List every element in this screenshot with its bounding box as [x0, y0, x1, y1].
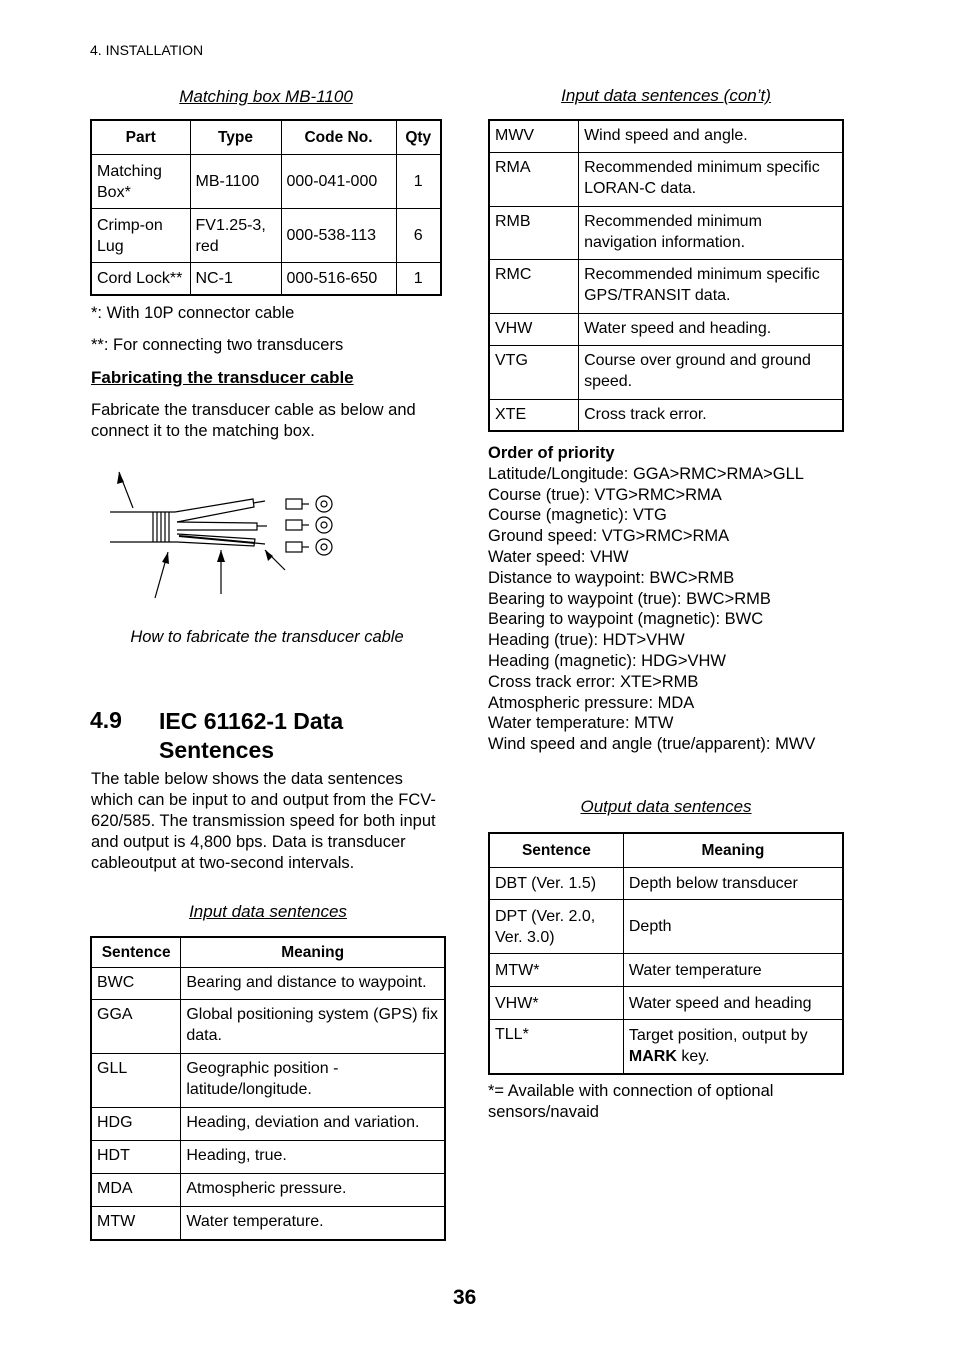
table-row — [489, 259, 843, 313]
table-cell: GGA — [91, 1000, 181, 1054]
section-number: 4.9 — [90, 707, 122, 733]
fabricating-heading: Fabricating the transducer cable — [91, 368, 354, 387]
table-cell: 000-041-000 — [281, 155, 396, 209]
table-cell: VHW* — [489, 987, 623, 1020]
priority-line: Wind speed and angle (true/apparent): MWV — [488, 735, 816, 754]
table-cell: Water speed and heading — [623, 987, 843, 1020]
column-header: Part — [91, 120, 190, 155]
table-cell: Water temperature — [623, 954, 843, 987]
table-cell: HDG — [91, 1108, 181, 1141]
input-table-caption: Input data sentences — [189, 902, 347, 921]
column-header: Code No. — [281, 120, 396, 155]
priority-line: Course (magnetic): VTG — [488, 506, 667, 525]
table-row — [489, 868, 843, 900]
table-row — [91, 1108, 445, 1141]
section-title — [159, 707, 343, 765]
table-row — [489, 987, 843, 1020]
table-cell: RMC — [489, 259, 579, 313]
priority-line: Heading (magnetic): HDG>VHW — [488, 651, 726, 670]
priority-line: Bearing to waypoint (true): BWC>RMB — [488, 589, 771, 608]
column-header: Type — [190, 120, 281, 155]
table-cell: 000-538-113 — [281, 209, 396, 263]
table-cell: MTW* — [489, 954, 623, 987]
table-cell: Global positioning system (GPS) fix data. — [181, 1000, 445, 1054]
priority-line: Latitude/Longitude: GGA>RMC>RMA>GLL — [488, 464, 804, 483]
table-cell: Water temperature. — [181, 1207, 445, 1240]
table-cell: Atmospheric pressure. — [181, 1174, 445, 1207]
section-title-line-1: IEC 61162-1 Data — [159, 708, 344, 734]
core-wire-1 — [175, 499, 254, 522]
table-row — [489, 206, 843, 259]
priority-line: Bearing to waypoint (magnetic): BWC — [488, 610, 764, 629]
crimp-lug — [286, 499, 302, 509]
core-wire-2 — [177, 522, 257, 530]
table-header-row — [489, 833, 843, 868]
table-row — [91, 263, 441, 295]
table-cell: MB-1100 — [190, 155, 281, 209]
table-cell: NC-1 — [190, 263, 281, 295]
fabricating-text: Fabricate the transducer cable as below and connect it to the matching box. — [91, 401, 416, 440]
priority-block — [488, 443, 815, 755]
column-header: Meaning — [623, 833, 843, 868]
column-header: Sentence — [489, 833, 623, 868]
table-cell: Recommended minimum specific GPS/TRANSIT data. — [579, 259, 843, 313]
table-cell: BWC — [91, 968, 181, 1000]
table-row — [91, 1207, 445, 1240]
table-cell: Geographic position - latitude/longitude. — [181, 1054, 445, 1108]
table-row — [489, 399, 843, 431]
figure-caption: How to fabricate the transducer cable — [130, 628, 404, 646]
table-cell: 1 — [396, 155, 441, 209]
table-cell: Depth below transducer — [623, 868, 843, 900]
priority-line: Ground speed: VTG>RMC>RMA — [488, 527, 730, 546]
priority-heading: Order of priority — [488, 444, 615, 462]
table-cell: XTE — [489, 399, 579, 431]
input-data-table-continued — [488, 119, 844, 432]
table-cell: DBT (Ver. 1.5) — [489, 868, 623, 900]
priority-line: Course (true): VTG>RMC>RMA — [488, 485, 722, 504]
table-cell: GLL — [91, 1054, 181, 1108]
page-number: 36 — [453, 1286, 477, 1309]
table-row — [489, 152, 843, 206]
table-cell: Wind speed and angle. — [579, 120, 843, 152]
table-row — [489, 1020, 843, 1074]
table-cell: Recommended minimum specific LORAN-C data. — [579, 152, 843, 206]
table-row — [91, 1000, 445, 1054]
column-header: Meaning — [181, 937, 445, 968]
output-table-note: *= Available with connection of optional sensors/navaid — [488, 1082, 774, 1121]
running-head: 4. INSTALLATION — [90, 42, 204, 58]
table-row — [489, 900, 843, 954]
mark-key-label: MARK — [628, 1048, 677, 1066]
table-cell: Recommended minimum navigation information. — [579, 206, 843, 259]
table-row — [489, 313, 843, 345]
table-cell — [623, 1020, 843, 1074]
table-cell: Water speed and heading. — [579, 313, 843, 345]
table-cell: TLL* — [489, 1020, 623, 1074]
section-text: The table below shows the data sentences which can be input to and output from the FCV-620/585. The transmission speed for both input and output is 4,800 bps. Data is transducer cableoutput at two-second intervals. — [91, 770, 436, 872]
priority-line: Water temperature: MTW — [488, 714, 674, 733]
matching-box-table — [90, 119, 442, 296]
column-header: Qty — [396, 120, 441, 155]
table-header-row — [91, 120, 441, 155]
table-header-row — [91, 937, 445, 968]
transducer-cable-diagram — [105, 466, 345, 606]
tll-meaning-pre: Target position, output by — [628, 1027, 808, 1045]
output-table-caption: Output data sentences — [580, 797, 752, 816]
table-row — [91, 1174, 445, 1207]
matching-box-note-1: *: With 10P connector cable — [91, 304, 295, 322]
crimp-lug — [286, 542, 302, 552]
priority-line: Atmospheric pressure: MDA — [488, 693, 695, 712]
matching-box-caption: Matching box MB-1100 — [179, 87, 353, 106]
table-cell: Crimp-on Lug — [91, 209, 190, 263]
table-cell: Matching Box* — [91, 155, 190, 209]
table-row — [489, 345, 843, 399]
column-header: Sentence — [91, 937, 181, 968]
table-cell: RMA — [489, 152, 579, 206]
table-cell: 6 — [396, 209, 441, 263]
table-cell: VTG — [489, 345, 579, 399]
priority-line: Water speed: VHW — [488, 547, 629, 566]
priority-line: Distance to waypoint: BWC>RMB — [488, 568, 735, 587]
input-data-table — [90, 936, 446, 1241]
table-cell: HDT — [91, 1141, 181, 1174]
table-row — [91, 1054, 445, 1108]
table-row — [489, 954, 843, 987]
table-cell: FV1.25-3, red — [190, 209, 281, 263]
table-cell: Cord Lock** — [91, 263, 190, 295]
table-row — [489, 120, 843, 152]
table-row — [91, 968, 445, 1000]
table-cell: Depth — [623, 900, 843, 954]
table-cell: RMB — [489, 206, 579, 259]
tll-meaning-post: key. — [681, 1048, 710, 1066]
table-cell: Cross track error. — [579, 399, 843, 431]
table-cell: VHW — [489, 313, 579, 345]
section-title-line-2: Sentences — [159, 737, 275, 763]
table-row — [91, 155, 441, 209]
table-cell: MWV — [489, 120, 579, 152]
output-data-table — [488, 832, 844, 1075]
crimp-lug — [286, 520, 302, 530]
table-cell: Bearing and distance to waypoint. — [181, 968, 445, 1000]
priority-line: Cross track error: XTE>RMB — [488, 672, 699, 691]
table-cell: Heading, deviation and variation. — [181, 1108, 445, 1141]
priority-line: Heading (true): HDT>VHW — [488, 631, 685, 650]
table-cell: 1 — [396, 263, 441, 295]
table-cell: Heading, true. — [181, 1141, 445, 1174]
table-row — [91, 209, 441, 263]
input-table-cont-caption: Input data sentences (con’t) — [561, 86, 771, 105]
table-row — [91, 1141, 445, 1174]
table-cell: DPT (Ver. 2.0, Ver. 3.0) — [489, 900, 623, 954]
table-cell: Course over ground and ground speed. — [579, 345, 843, 399]
table-cell: MDA — [91, 1174, 181, 1207]
matching-box-note-2: **: For connecting two transducers — [91, 336, 344, 354]
table-cell: 000-516-650 — [281, 263, 396, 295]
table-cell: MTW — [91, 1207, 181, 1240]
